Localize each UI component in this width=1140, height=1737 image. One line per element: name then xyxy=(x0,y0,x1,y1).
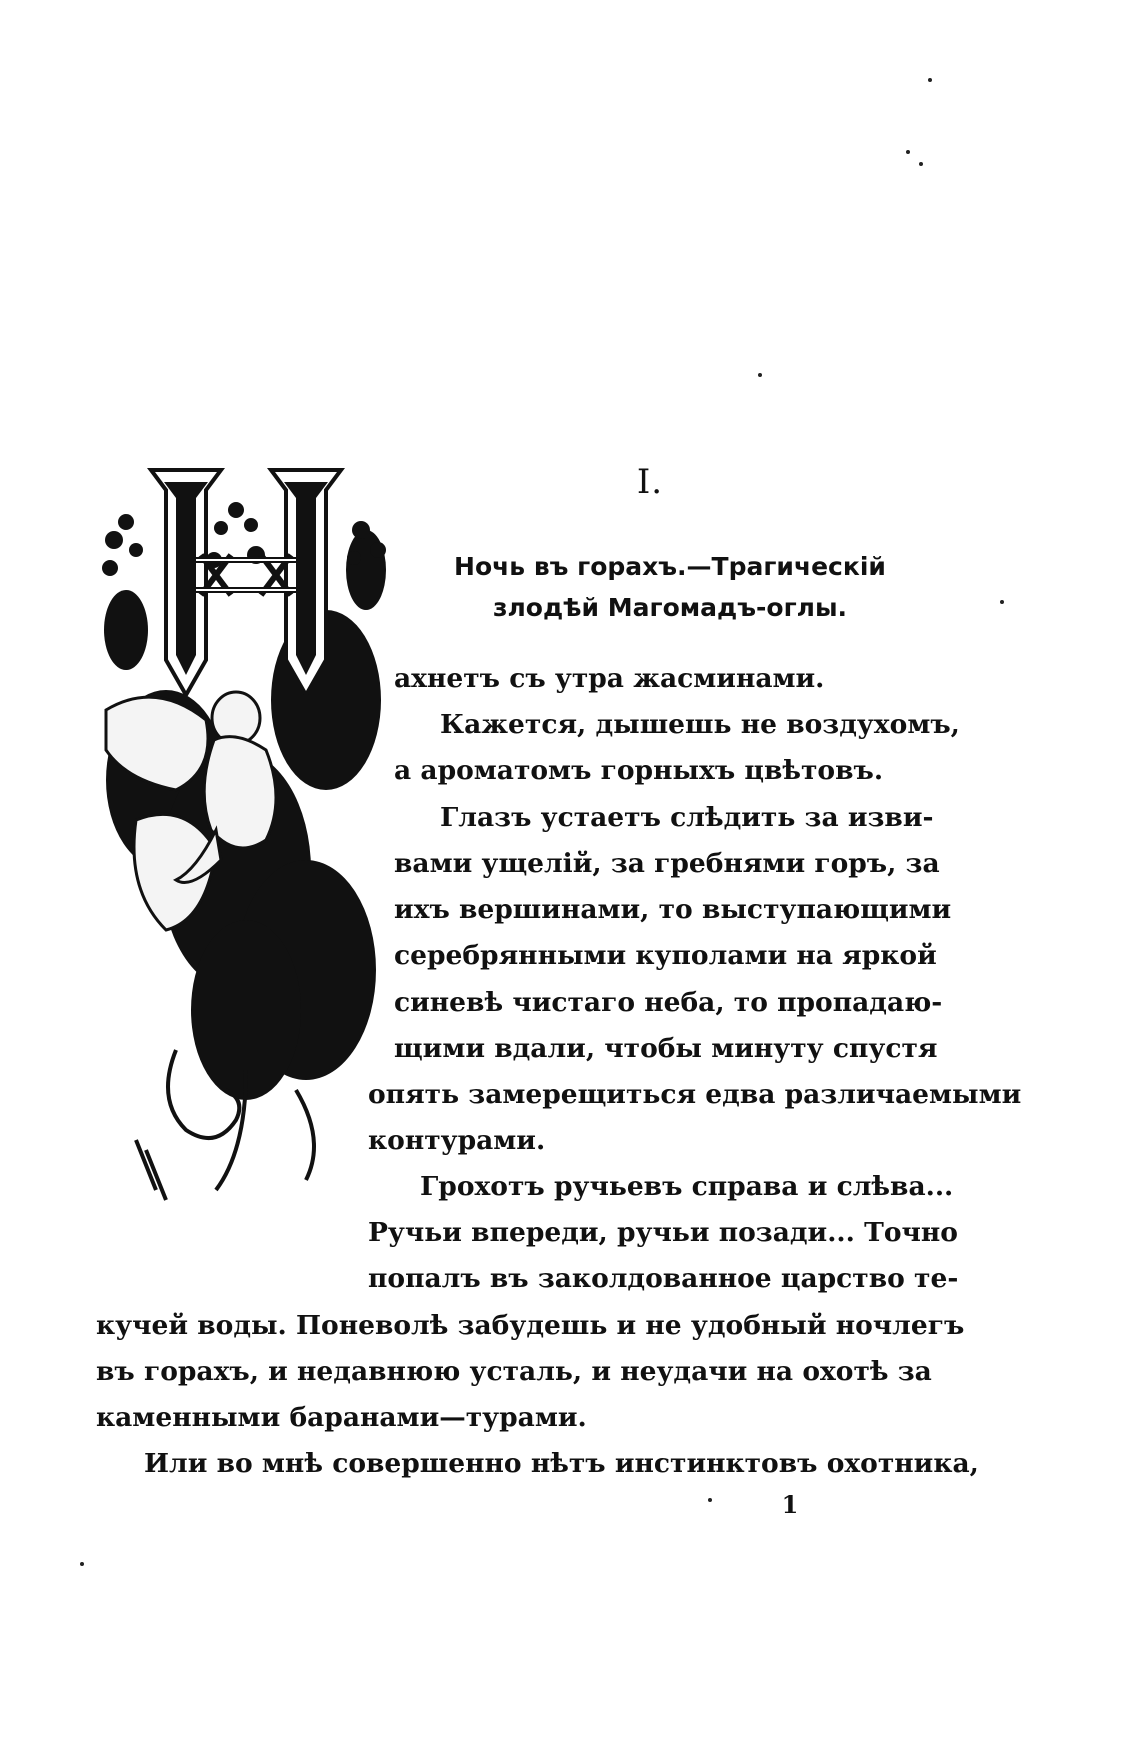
chapter-number: I. xyxy=(636,462,664,502)
scan-speck xyxy=(708,1498,712,1502)
chapter-title-line: Ночь въ горахъ.—Трагическій xyxy=(454,552,886,581)
ornamental-initial-icon xyxy=(96,450,396,1230)
page-number: 1 xyxy=(781,1490,799,1519)
text-line: Ручьи впереди, ручьи позади... Точно xyxy=(368,1217,958,1248)
text-line: а ароматомъ горныхъ цвѣтовъ. xyxy=(394,755,884,786)
text-line: Кажется, дышешь не воздухомъ, xyxy=(440,709,960,740)
text-line: ихъ вершинами, то выступающими xyxy=(394,894,952,925)
text-line: ахнетъ съ утра жасминами. xyxy=(394,663,825,694)
text-line: серебрянными куполами на яркой xyxy=(394,940,937,971)
text-line: контурами. xyxy=(368,1125,546,1156)
scan-speck xyxy=(928,78,932,82)
text-line: вами ущелій, за гребнями горъ, за xyxy=(394,848,940,879)
text-line: кучей воды. Поневолѣ забудешь и не удобный ночлегъ xyxy=(96,1310,965,1341)
text-line: Или во мнѣ совершенно нѣтъ инстинктовъ охотника, xyxy=(144,1448,979,1479)
text-line: Глазъ устаетъ слѣдить за изви- xyxy=(440,802,934,833)
scan-speck xyxy=(906,150,910,154)
scan-speck xyxy=(919,162,923,166)
text-line: попалъ въ заколдованное царство те- xyxy=(368,1263,959,1294)
text-line: Грохотъ ручьевъ справа и слѣва... xyxy=(420,1171,954,1202)
scan-speck xyxy=(80,1562,84,1566)
text-line: опять замерещиться едва различаемыми xyxy=(368,1079,1022,1110)
text-line: каменными баранами—турами. xyxy=(96,1402,587,1433)
chapter-title xyxy=(400,546,940,628)
text-line: въ горахъ, и недавнюю усталь, и неудачи на охотѣ за xyxy=(96,1356,932,1387)
scan-speck xyxy=(1000,600,1004,604)
chapter-title-line: злодѣй Магомадъ-оглы. xyxy=(492,593,848,622)
text-line: синевѣ чистаго неба, то пропадаю- xyxy=(394,987,943,1018)
text-line: щими вдали, чтобы минуту спустя xyxy=(394,1033,938,1064)
scan-speck xyxy=(758,373,762,377)
